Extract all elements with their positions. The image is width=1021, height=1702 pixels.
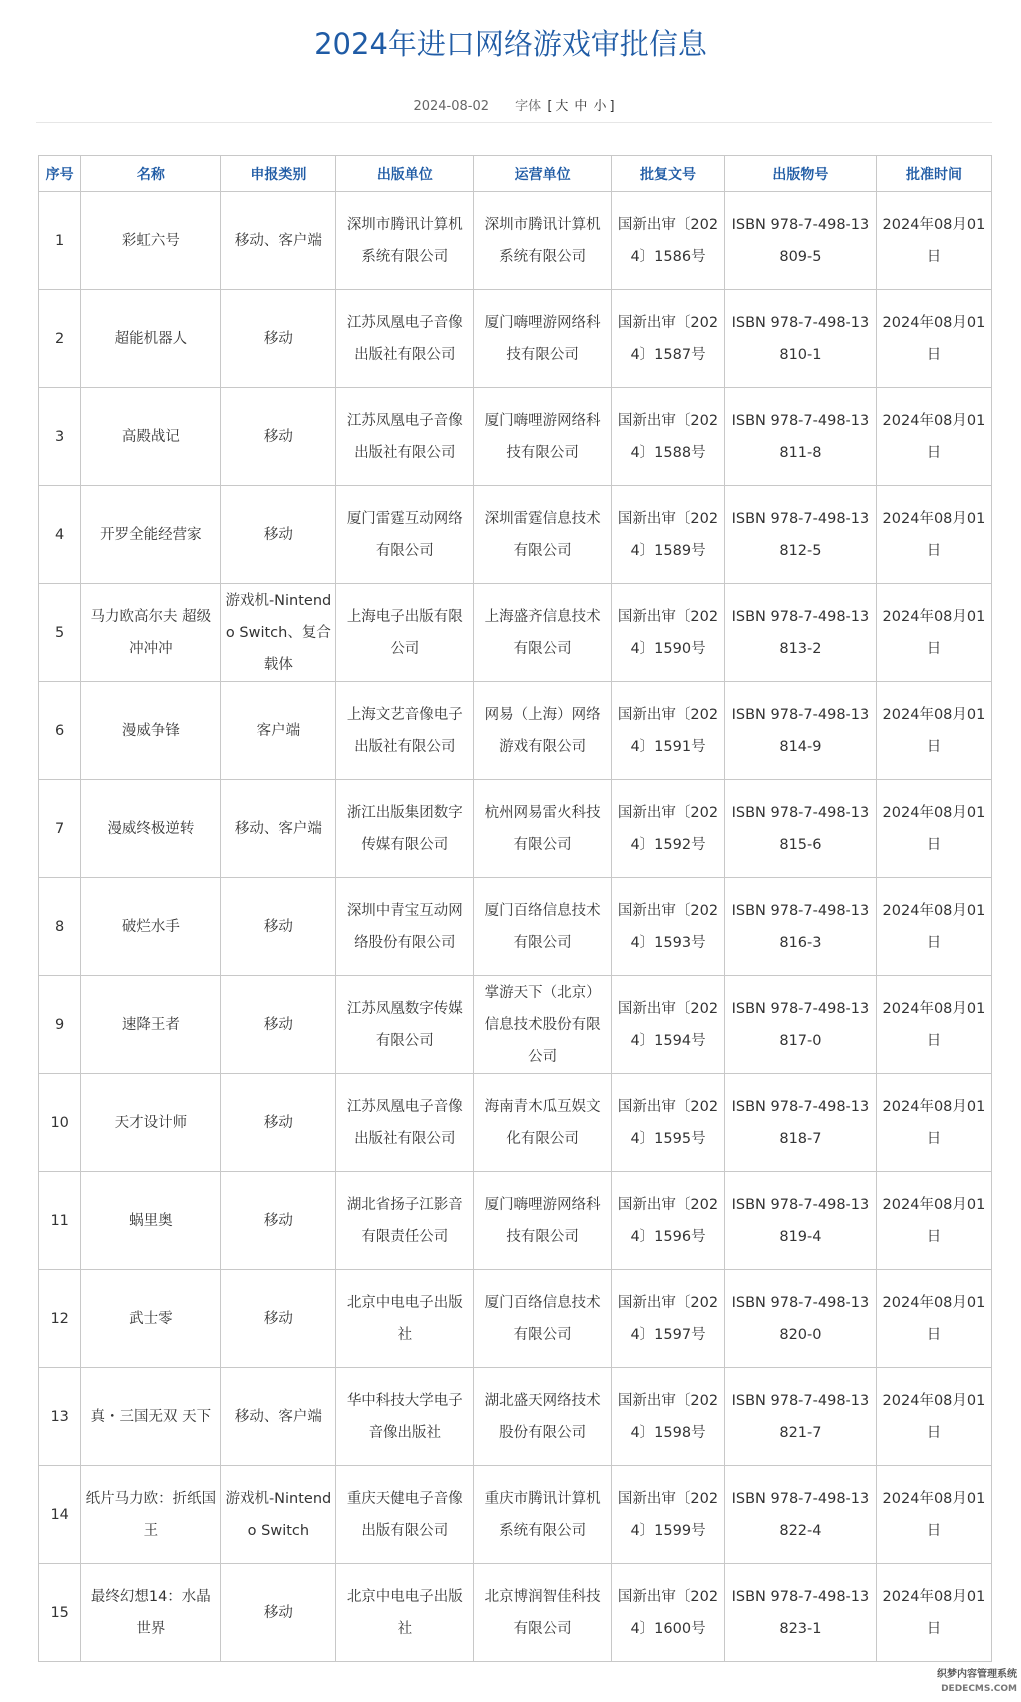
cell-approval-no: 国新出审〔2024〕1589号 [612,486,725,584]
column-header-category: 申报类别 [221,156,336,192]
cell-isbn: ISBN 978-7-498-13822-4 [724,1466,876,1564]
cell-name: 蜗里奥 [81,1172,221,1270]
cell-approval-date: 2024年08月01日 [876,1466,991,1564]
cell-approval-date: 2024年08月01日 [876,878,991,976]
cell-seq: 14 [39,1466,81,1564]
approval-table [38,155,992,1662]
cell-approval-no: 国新出审〔2024〕1591号 [612,682,725,780]
cell-seq: 6 [39,682,81,780]
table-row [39,486,992,584]
table-row [39,878,992,976]
cell-publisher: 江苏凤凰电子音像出版社有限公司 [336,1074,474,1172]
cell-operator: 海南青木瓜互娱文化有限公司 [474,1074,612,1172]
cell-seq: 13 [39,1368,81,1466]
cell-name: 漫威终极逆转 [81,780,221,878]
cell-publisher: 上海电子出版有限公司 [336,584,474,682]
cell-seq: 3 [39,388,81,486]
font-size-medium-link[interactable]: 中 [574,99,588,114]
cell-seq: 9 [39,976,81,1074]
cell-category: 移动 [221,1270,336,1368]
cell-category: 移动 [221,1172,336,1270]
cell-category: 移动、客户端 [221,780,336,878]
column-header-isbn: 出版物号 [724,156,876,192]
cell-seq: 7 [39,780,81,878]
cell-isbn: ISBN 978-7-498-13816-3 [724,878,876,976]
cell-approval-no: 国新出审〔2024〕1590号 [612,584,725,682]
cell-operator: 重庆市腾讯计算机系统有限公司 [474,1466,612,1564]
cell-isbn: ISBN 978-7-498-13812-5 [724,486,876,584]
column-header-approval-no: 批复文号 [612,156,725,192]
cell-category: 客户端 [221,682,336,780]
cell-publisher: 浙江出版集团数字传媒有限公司 [336,780,474,878]
column-header-publisher: 出版单位 [336,156,474,192]
cell-seq: 8 [39,878,81,976]
cell-seq: 12 [39,1270,81,1368]
cell-operator: 网易（上海）网络游戏有限公司 [474,682,612,780]
cell-publisher: 深圳市腾讯计算机系统有限公司 [336,192,474,290]
cell-operator: 厦门百络信息技术有限公司 [474,878,612,976]
cell-category: 游戏机-Nintendo Switch、复合载体 [221,584,336,682]
cell-seq: 15 [39,1564,81,1662]
cell-name: 彩虹六号 [81,192,221,290]
table-row [39,192,992,290]
cell-approval-date: 2024年08月01日 [876,1564,991,1662]
site-watermark [899,1668,1017,1696]
table-row [39,1074,992,1172]
cell-approval-date: 2024年08月01日 [876,1270,991,1368]
cell-publisher: 北京中电电子出版社 [336,1564,474,1662]
cell-category: 移动 [221,388,336,486]
cell-approval-date: 2024年08月01日 [876,388,991,486]
cell-category: 移动 [221,976,336,1074]
cell-seq: 5 [39,584,81,682]
cell-operator: 厦门嗨哩游网络科技有限公司 [474,1172,612,1270]
font-size-small-link[interactable]: 小 [593,99,607,114]
cell-name: 高殿战记 [81,388,221,486]
cell-category: 移动 [221,878,336,976]
column-header-operator: 运营单位 [474,156,612,192]
cell-approval-date: 2024年08月01日 [876,682,991,780]
bracket-open: [ [547,99,553,114]
cell-name: 最终幻想14：水晶世界 [81,1564,221,1662]
cell-approval-date: 2024年08月01日 [876,976,991,1074]
cell-approval-date: 2024年08月01日 [876,584,991,682]
cell-name: 漫威争锋 [81,682,221,780]
table-row [39,682,992,780]
cell-seq: 4 [39,486,81,584]
table-row [39,976,992,1074]
cell-category: 移动 [221,486,336,584]
cell-category: 移动、客户端 [221,1368,336,1466]
cell-publisher: 深圳中青宝互动网络股份有限公司 [336,878,474,976]
page-title: 2024年进口网络游戏审批信息 [314,27,707,61]
cell-seq: 1 [39,192,81,290]
cell-operator: 深圳市腾讯计算机系统有限公司 [474,192,612,290]
cell-operator: 厦门百络信息技术有限公司 [474,1270,612,1368]
table-row [39,780,992,878]
cell-publisher: 厦门雷霆互动网络有限公司 [336,486,474,584]
table-row [39,1368,992,1466]
cell-operator: 杭州网易雷火科技有限公司 [474,780,612,878]
cell-approval-no: 国新出审〔2024〕1599号 [612,1466,725,1564]
cell-publisher: 江苏凤凰电子音像出版社有限公司 [336,290,474,388]
cell-operator: 深圳雷霆信息技术有限公司 [474,486,612,584]
cell-publisher: 北京中电电子出版社 [336,1270,474,1368]
cell-isbn: ISBN 978-7-498-13817-0 [724,976,876,1074]
cell-operator: 掌游天下（北京）信息技术股份有限公司 [474,976,612,1074]
cell-name: 破烂水手 [81,878,221,976]
cell-approval-date: 2024年08月01日 [876,1172,991,1270]
cell-isbn: ISBN 978-7-498-13820-0 [724,1270,876,1368]
cell-category: 游戏机-Nintendo Switch [221,1466,336,1564]
cell-isbn: ISBN 978-7-498-13809-5 [724,192,876,290]
cell-name: 速降王者 [81,976,221,1074]
cell-approval-date: 2024年08月01日 [876,192,991,290]
cell-approval-no: 国新出审〔2024〕1596号 [612,1172,725,1270]
cell-name: 纸片马力欧：折纸国王 [81,1466,221,1564]
table-row [39,388,992,486]
table-header-row [39,156,992,192]
cell-isbn: ISBN 978-7-498-13821-7 [724,1368,876,1466]
cell-publisher: 湖北省扬子江影音有限责任公司 [336,1172,474,1270]
publish-date: 2024-08-02 [413,99,490,114]
watermark-url: DEDECMS.COM [941,1684,1017,1694]
cell-approval-date: 2024年08月01日 [876,486,991,584]
cell-isbn: ISBN 978-7-498-13818-7 [724,1074,876,1172]
cell-approval-no: 国新出审〔2024〕1586号 [612,192,725,290]
cell-seq: 11 [39,1172,81,1270]
cell-isbn: ISBN 978-7-498-13814-9 [724,682,876,780]
cell-publisher: 上海文艺音像电子出版社有限公司 [336,682,474,780]
cell-publisher: 重庆天健电子音像出版有限公司 [336,1466,474,1564]
bracket-close: ] [609,99,615,114]
cell-publisher: 江苏凤凰电子音像出版社有限公司 [336,388,474,486]
cell-operator: 北京博润智佳科技有限公司 [474,1564,612,1662]
table-row [39,290,992,388]
table-row [39,1172,992,1270]
cell-approval-no: 国新出审〔2024〕1595号 [612,1074,725,1172]
cell-publisher: 江苏凤凰数字传媒有限公司 [336,976,474,1074]
column-header-name: 名称 [81,156,221,192]
cell-approval-no: 国新出审〔2024〕1600号 [612,1564,725,1662]
column-header-approval-date: 批准时间 [876,156,991,192]
table-row [39,584,992,682]
cell-approval-date: 2024年08月01日 [876,1074,991,1172]
font-size-large-link[interactable]: 大 [555,99,569,114]
cell-name: 开罗全能经营家 [81,486,221,584]
article-meta-bar [36,94,992,123]
cell-isbn: ISBN 978-7-498-13819-4 [724,1172,876,1270]
cell-seq: 2 [39,290,81,388]
cell-name: 超能机器人 [81,290,221,388]
cell-approval-no: 国新出审〔2024〕1594号 [612,976,725,1074]
cell-publisher: 华中科技大学电子音像出版社 [336,1368,474,1466]
table-body [39,192,992,1662]
cell-isbn: ISBN 978-7-498-13810-1 [724,290,876,388]
cell-operator: 湖北盛天网络技术股份有限公司 [474,1368,612,1466]
cell-approval-date: 2024年08月01日 [876,290,991,388]
cell-approval-date: 2024年08月01日 [876,1368,991,1466]
cell-category: 移动 [221,1074,336,1172]
cell-seq: 10 [39,1074,81,1172]
cell-approval-no: 国新出审〔2024〕1592号 [612,780,725,878]
cell-isbn: ISBN 978-7-498-13813-2 [724,584,876,682]
table-row [39,1466,992,1564]
cell-operator: 厦门嗨哩游网络科技有限公司 [474,290,612,388]
cell-approval-date: 2024年08月01日 [876,780,991,878]
cell-isbn: ISBN 978-7-498-13811-8 [724,388,876,486]
cell-approval-no: 国新出审〔2024〕1588号 [612,388,725,486]
column-header-seq: 序号 [39,156,81,192]
cell-name: 天才设计师 [81,1074,221,1172]
cell-isbn: ISBN 978-7-498-13815-6 [724,780,876,878]
cell-name: 真・三国无双 天下 [81,1368,221,1466]
watermark-name: 织梦内容管理系统 [937,1669,1017,1680]
cell-isbn: ISBN 978-7-498-13823-1 [724,1564,876,1662]
cell-operator: 上海盛齐信息技术有限公司 [474,584,612,682]
table-row [39,1270,992,1368]
cell-approval-no: 国新出审〔2024〕1597号 [612,1270,725,1368]
cell-operator: 厦门嗨哩游网络科技有限公司 [474,388,612,486]
cell-category: 移动 [221,1564,336,1662]
cell-approval-no: 国新出审〔2024〕1598号 [612,1368,725,1466]
table-row [39,1564,992,1662]
cell-approval-no: 国新出审〔2024〕1593号 [612,878,725,976]
cell-name: 马力欧高尔夫 超级冲冲冲 [81,584,221,682]
cell-category: 移动 [221,290,336,388]
cell-category: 移动、客户端 [221,192,336,290]
cell-approval-no: 国新出审〔2024〕1587号 [612,290,725,388]
font-size-label: 字体 [515,99,542,114]
cell-name: 武士零 [81,1270,221,1368]
